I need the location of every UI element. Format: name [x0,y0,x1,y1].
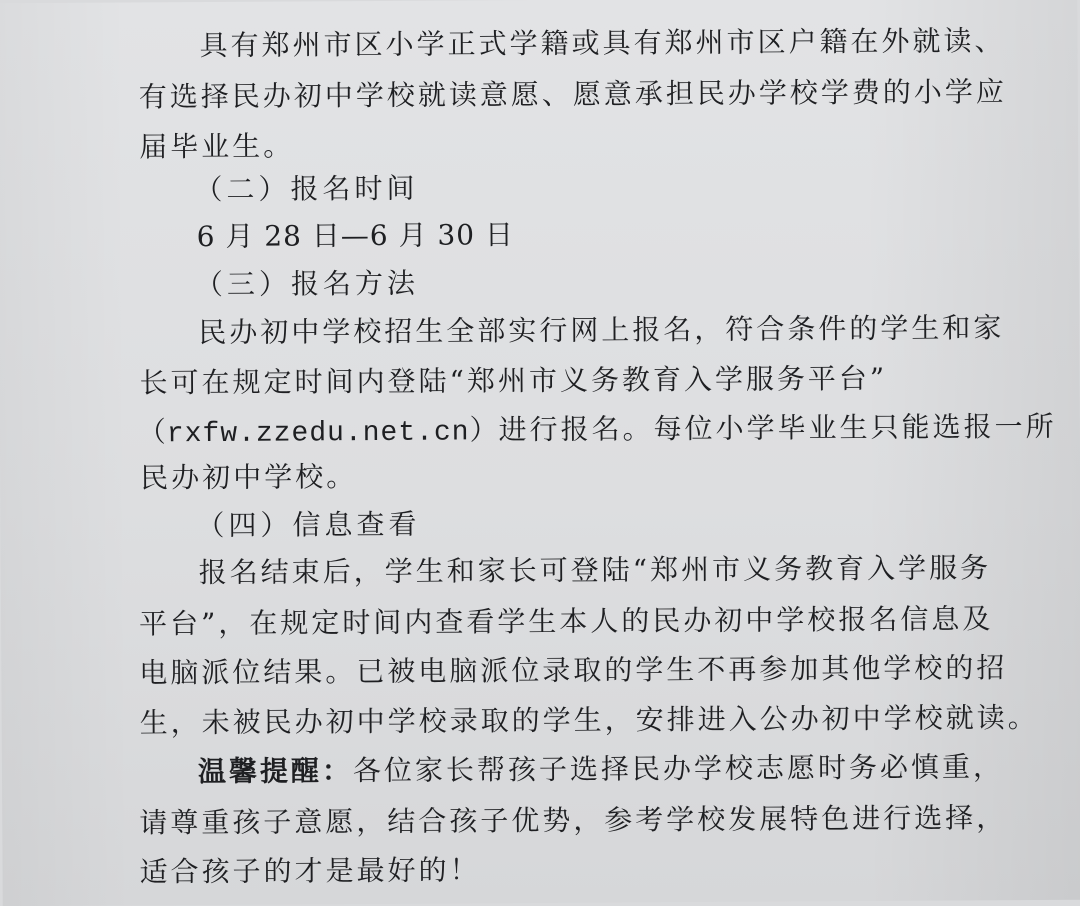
reminder-line2: 请尊重孩子意愿，结合孩子优势，参考学校发展特色进行选择， [139,801,1008,840]
section2-heading: （二）报名时间 [194,171,419,207]
section3-line2: 长可在规定时间内登陆“郑州市义务教育入学服务平台” [139,361,888,400]
para1-line2: 有选择民办初中学校就读意愿、愿意承担民办学校学费的小学应 [138,75,1007,114]
section3-line1: 民办初中学校招生全部实行网上报名，符合条件的学生和家 [198,311,1005,350]
para1-line1: 具有郑州市区小学正式学籍或具有郑州市区户籍在外就读、 [199,24,1006,63]
reminder-label: 温馨提醒： [197,754,354,789]
section2-dates: 6 月 28 日—6 月 30 日 [196,218,515,254]
section4-line3: 电脑派位结果。已被电脑派位录取的学生不再参加其他学校的招 [139,651,1008,690]
section4-line2: 平台”，在规定时间内查看学生本人的民办初中学校报名信息及 [138,602,994,641]
reminder-line3: 适合孩子的才是最好的！ [139,853,481,889]
section4-line1: 报名结束后，学生和家长可登陆“郑州市义务教育入学服务 [198,551,992,590]
section3-heading: （三）报名方法 [194,266,420,302]
section3-line3-text: 进行报名。每位小学毕业生只能选报一所 [498,409,1057,447]
reminder-line1 [198,745,1004,790]
reminder-line1-text: 各位家长帮孩子选择民办学校志愿时务必慎重， [352,750,1005,788]
section4-heading: （四）信息查看 [196,507,421,543]
section3-line4: 民办初中学校。 [140,460,358,495]
platform-url: （rxfw.zzedu.net.cn） [137,417,499,451]
para1-line3: 届毕业生。 [139,129,295,164]
section3-line3 [138,405,1057,451]
section4-line4: 生，未被民办初中学校录取的学生，安排进入公办初中学校就读。 [139,700,1039,740]
